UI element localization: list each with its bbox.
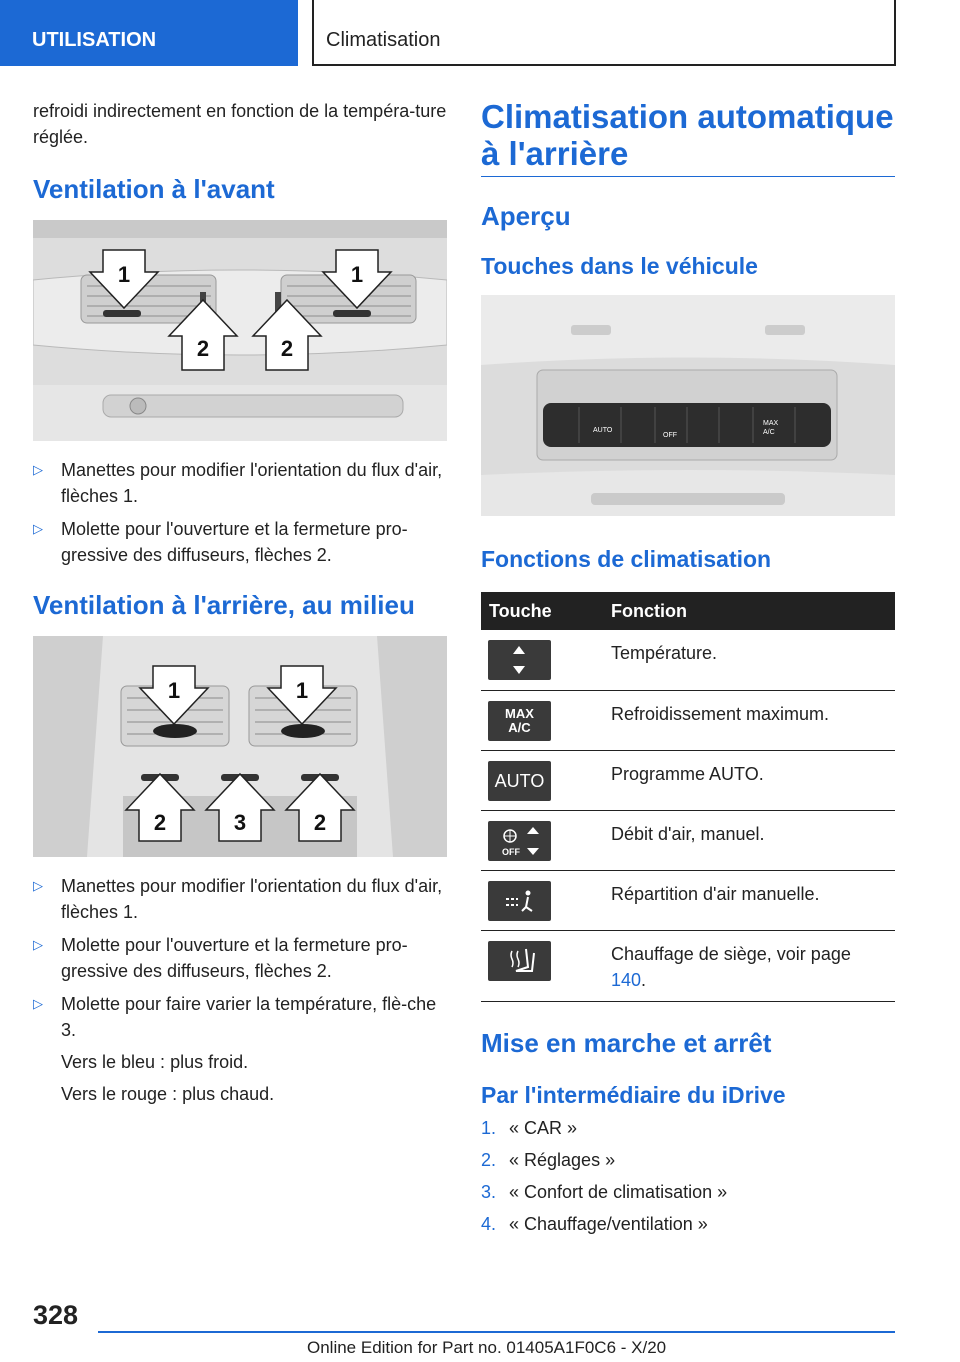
page-header: [0, 0, 960, 68]
edition-text: Online Edition for Part no. 01405A1F0C6 - X/20: [307, 1338, 667, 1357]
temperature-arrows-icon: [488, 640, 551, 680]
function-text: Débit d'air, manuel.: [603, 810, 895, 870]
max-ac-icon: MAX A/C: [488, 701, 551, 741]
triangle-bullet-icon: ▷: [33, 462, 43, 477]
page-number: 328: [33, 1300, 79, 1330]
list-item: 3. « Confort de climatisation »: [481, 1181, 728, 1202]
panel-label: A/C: [763, 429, 775, 436]
table-header-row: [481, 592, 895, 630]
idrive-heading: Par l'intermédiaire du iDrive: [481, 1081, 786, 1108]
table-row: [481, 930, 895, 1001]
overview-heading: Aperçu: [481, 201, 571, 231]
list-item: ▷ Molette pour l'ouverture et la fermeture pro-gressive des diffuseurs, flèches 2.: [33, 516, 447, 568]
triangle-bullet-icon: ▷: [33, 521, 43, 536]
rear-vent-list: [33, 873, 447, 1107]
list-item: ▷ Molette pour faire varier la température, flè-che 3. Vers le bleu : plus froid. Vers le rouge : plus chaud.: [33, 991, 447, 1107]
arrow-label: 1: [350, 262, 364, 287]
arrow-label: 2: [153, 810, 167, 835]
triangle-bullet-icon: ▷: [33, 996, 43, 1011]
section-tab[interactable]: UTILISATION: [0, 0, 298, 66]
panel-label: OFF: [663, 432, 677, 439]
triangle-bullet-icon: ▷: [33, 878, 43, 893]
svg-text:OFF: OFF: [502, 846, 520, 857]
air-distribution-icon: [488, 881, 551, 921]
functions-table: [481, 592, 895, 1002]
sub-text: Vers le rouge : plus chaud.: [61, 1084, 275, 1104]
steps-list: [481, 1112, 895, 1240]
arrow-label: 1: [117, 262, 131, 287]
table-row: [481, 690, 895, 750]
footer-rule: [98, 1331, 895, 1333]
arrow-label: 2: [280, 336, 294, 361]
col-header-key: Touche: [481, 592, 603, 630]
onoff-heading: Mise en marche et arrêt: [481, 1027, 772, 1058]
table-row: [481, 870, 895, 930]
rear-control-panel-image: [481, 295, 895, 516]
fan-off-icon: [488, 821, 551, 861]
page-link[interactable]: 140: [611, 969, 642, 990]
arrow-label: 1: [295, 678, 309, 703]
function-text: Refroidissement maximum.: [603, 690, 895, 750]
page-title: Climatisation automatique à l'arrière: [481, 98, 895, 177]
panel-label: MAX: [763, 420, 779, 427]
rear-vent-image: [33, 636, 447, 857]
front-vent-heading: Ventilation à l'avant: [33, 174, 275, 204]
table-row: [481, 810, 895, 870]
function-text: Programme AUTO.: [603, 750, 895, 810]
function-text: Chauffage de siège, voir page 140.: [603, 930, 895, 1001]
front-vent-list: [33, 457, 447, 568]
table-row: [481, 750, 895, 810]
arrow-label: 1: [167, 678, 181, 703]
auto-icon: AUTO: [488, 761, 551, 801]
list-item: ▷ Manettes pour modifier l'orientation du flux d'air, flèches 1.: [33, 873, 447, 925]
left-column: [33, 98, 447, 1114]
col-header-function: Fonction: [603, 592, 895, 630]
rear-vent-heading: Ventilation à l'arrière, au milieu: [33, 590, 415, 620]
keys-heading: Touches dans le véhicule: [481, 253, 758, 279]
list-item: 4. « Chauffage/ventilation »: [481, 1213, 708, 1234]
front-vent-image: [33, 220, 447, 441]
arrow-label: 3: [233, 810, 247, 835]
panel-label: AUTO: [593, 427, 613, 434]
list-item: 1. « CAR »: [481, 1117, 578, 1138]
seat-heating-icon: [488, 941, 551, 981]
right-column: [481, 98, 895, 1240]
arrow-label: 2: [196, 336, 210, 361]
function-text: Température.: [603, 630, 895, 690]
sub-text: Vers le bleu : plus froid.: [61, 1052, 249, 1072]
chapter-title: Climatisation: [312, 0, 896, 66]
list-item: ▷ Molette pour l'ouverture et la fermeture pro-gressive des diffuseurs, flèches 2.: [33, 932, 447, 984]
table-row: [481, 630, 895, 690]
intro-text: refroidi indirectement en fonction de la tempéra-ture réglée.: [33, 101, 447, 147]
list-item: 2. « Réglages »: [481, 1149, 616, 1170]
list-item: ▷ Manettes pour modifier l'orientation du flux d'air, flèches 1.: [33, 457, 447, 509]
triangle-bullet-icon: ▷: [33, 937, 43, 952]
function-text: Répartition d'air manuelle.: [603, 870, 895, 930]
functions-heading: Fonctions de climatisation: [481, 546, 772, 572]
arrow-label: 2: [313, 810, 327, 835]
